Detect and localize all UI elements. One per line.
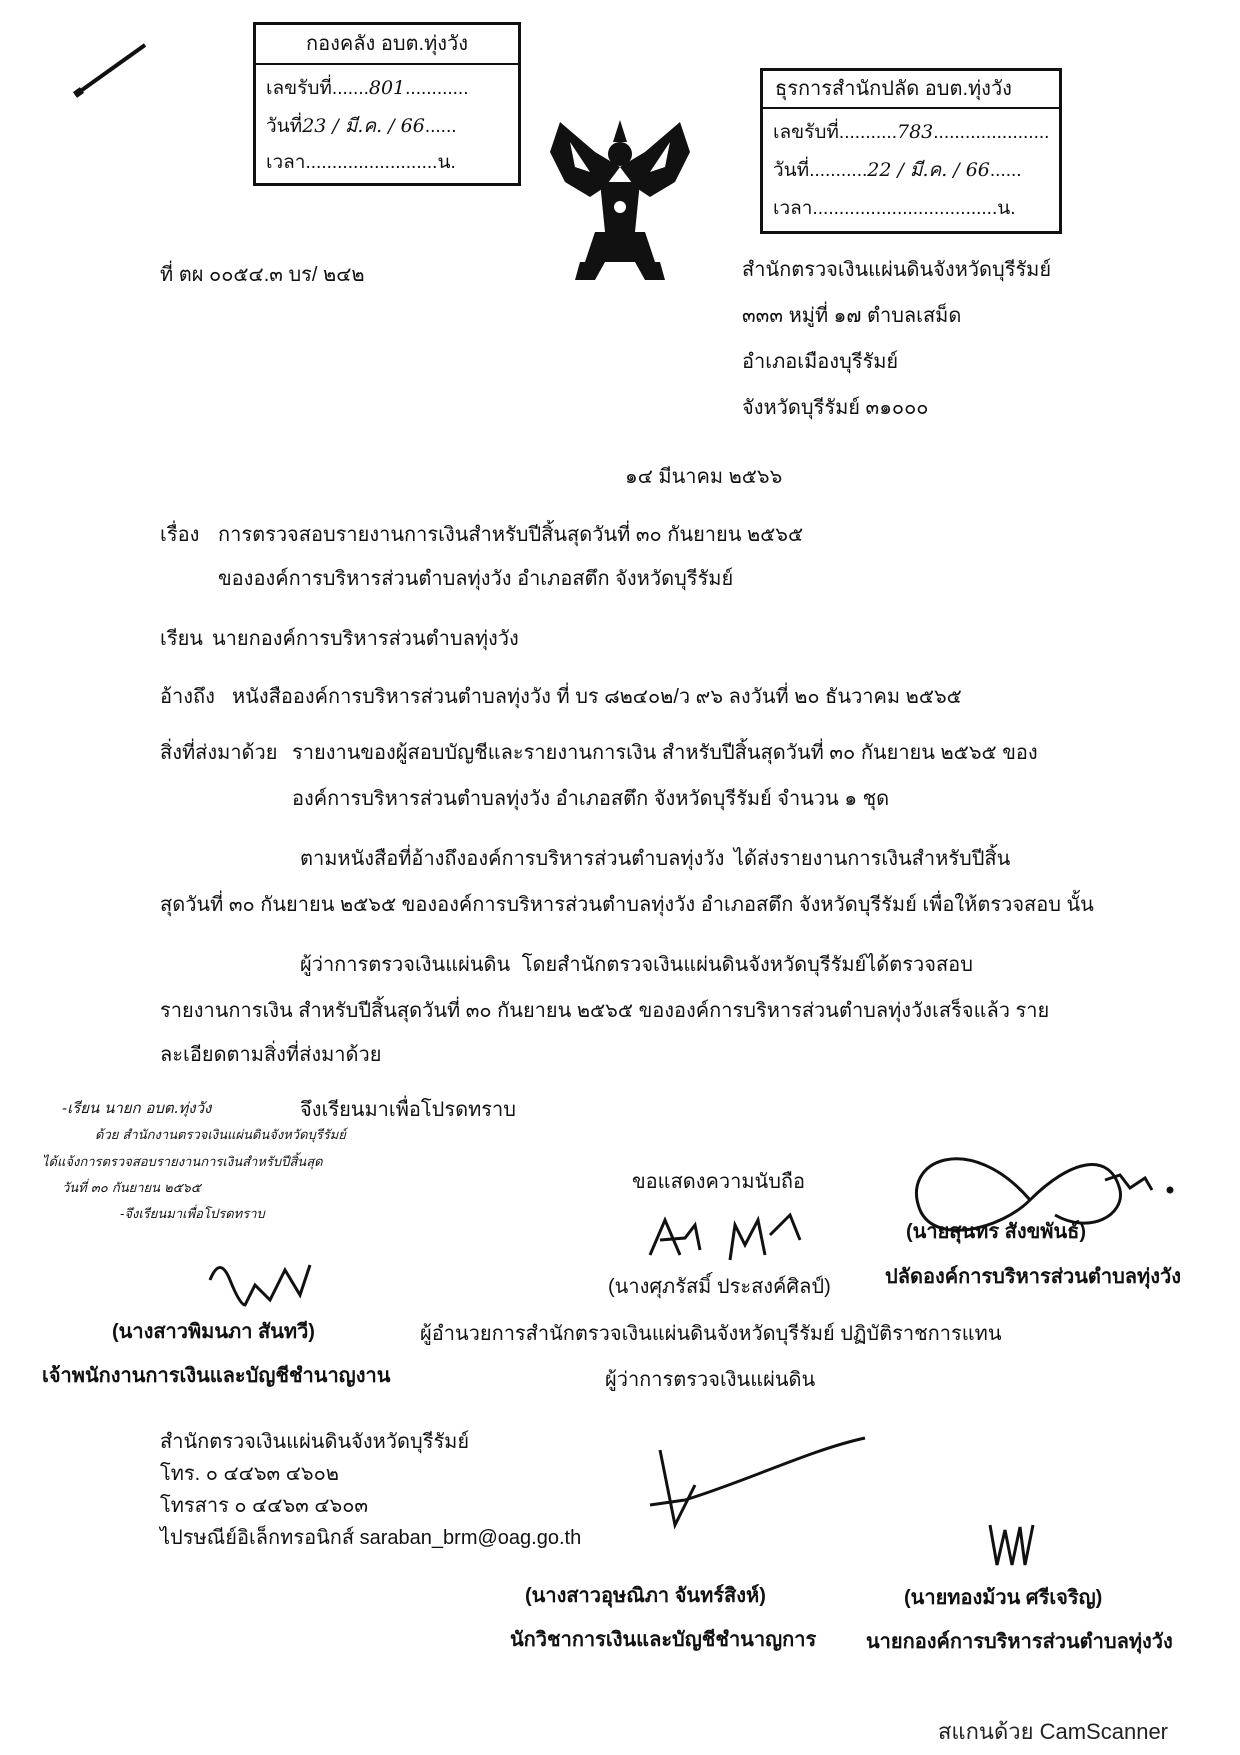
signer-name: (นายสุนทร สังขพันธ์) [906, 1221, 1087, 1243]
signature-main [640, 1200, 820, 1275]
stamp-time-suffix: น. [437, 152, 456, 173]
enclosure-line: รายงานของผู้สอบบัญชีและรายงานการเงิน สำหรับปีสิ้นสุดวันที่ ๓๐ กันยายน ๒๕๖๕ ของ [292, 742, 1038, 764]
signer-name: (นายทองม้วน ศรีเจริญ) [904, 1587, 1103, 1609]
signer-title: เจ้าพนักงานการเงินและบัญชีชำนาญงาน [42, 1365, 391, 1387]
signature-finance [640, 1430, 880, 1555]
stamp-title: กองคลัง อบต.ทุ่งวัง [256, 25, 518, 65]
enclosure-label: สิ่งที่ส่งมาด้วย [160, 742, 278, 764]
handwritten-note-line: ด้วย สำนักงานตรวจเงินแผ่นดินจังหวัดบุรีรัมย์ [95, 1128, 346, 1143]
subject-label: เรื่อง [160, 524, 200, 546]
stamp-receipt-label: เลขรับที่ [773, 122, 839, 143]
signer-title: ผู้อำนวยการสำนักตรวจเงินแผ่นดินจังหวัดบุรีรัมย์ ปฏิบัติราชการแทน [420, 1323, 1002, 1345]
stamp-date-row: วันที่...........22 / มี.ค. / 66...... [773, 159, 1022, 181]
subject-line: ขององค์การบริหารส่วนตำบลทุ่งวัง อำเภอสตึก จังหวัดบุรีรัมย์ [218, 568, 734, 590]
enclosure-line: องค์การบริหารส่วนตำบลทุ่งวัง อำเภอสตึก จังหวัดบุรีรัมย์ จำนวน ๑ ชุด [292, 788, 890, 810]
body-paragraph-line: ละเอียดตามสิ่งที่ส่งมาด้วย [160, 1044, 382, 1066]
recipient-label: เรียน [160, 628, 203, 650]
stamp-time-row: เวลา.........................น. [266, 152, 456, 173]
subject-line: การตรวจสอบรายงานการเงินสำหรับปีสิ้นสุดวันที่ ๓๐ กันยายน ๒๕๖๕ [218, 524, 804, 546]
stamp-time-label: เวลา [266, 152, 306, 173]
garuda-emblem-icon [535, 112, 705, 287]
handwritten-note-line: -จึงเรียนมาเพื่อโปรดทราบ [120, 1207, 265, 1222]
stamp-receipt-row: เลขรับที่.......801............ [266, 77, 469, 99]
stamp-receipt-label: เลขรับที่ [266, 78, 332, 99]
sender-address-line: จังหวัดบุรีรัมย์ ๓๑๐๐๐ [742, 397, 929, 419]
stamp-time-label: เวลา [773, 198, 813, 219]
contact-office: สำนักตรวจเงินแผ่นดินจังหวัดบุรีรัมย์ [160, 1431, 470, 1453]
body-paragraph-line: สุดวันที่ ๓๐ กันยายน ๒๕๖๕ ขององค์การบริหารส่วนตำบลทุ่งวัง อำเภอสตึก จังหวัดบุรีรัมย์ เพื่อให้ตรวจสอบ นั้น [160, 894, 1094, 916]
stamp-date-row: วันที่23 / มี.ค. / 66...... [266, 115, 457, 137]
reference-value: หนังสือองค์การบริหารส่วนตำบลทุ่งวัง ที่ บร ๘๒๔๐๒/ว ๙๖ ลงวันที่ ๒๐ ธันวาคม ๒๕๖๕ [232, 686, 962, 708]
sender-address-line: อำเภอเมืองบุรีรัมย์ [742, 351, 899, 373]
courtesy-phrase: ขอแสดงความนับถือ [632, 1171, 806, 1193]
recipient-value: นายกองค์การบริหารส่วนตำบลทุ่งวัง [212, 628, 519, 650]
sender-address-line: สำนักตรวจเงินแผ่นดินจังหวัดบุรีรัมย์ [742, 259, 1052, 281]
signer-name: (นางสาวอุษณิภา จันทร์สิงห์) [525, 1585, 766, 1607]
letter-date: ๑๔ มีนาคม ๒๕๖๖ [625, 466, 783, 488]
stamp-receipt-row: เลขรับที่...........783...................... [773, 121, 1050, 143]
scanner-watermark: สแกนด้วย CamScanner [938, 1719, 1169, 1744]
signer-name: (นางศุภรัสมิ์ ประสงค์ศิลป์) [608, 1276, 831, 1298]
sender-address-line: ๓๓๓ หมู่ที่ ๑๗ ตำบลเสม็ด [742, 305, 962, 327]
stamp-title: ธุรการสำนักปลัด อบต.ทุ่งวัง [763, 71, 1059, 109]
stamp-date-value: 23 / มี.ค. / 66 [302, 115, 425, 137]
handwritten-note-line: วันที่ ๓๐ กันยายน ๒๕๖๕ [62, 1181, 201, 1196]
signer-name: (นางสาวพิมนภา สันทวี) [112, 1321, 315, 1343]
signer-title: นายกองค์การบริหารส่วนตำบลทุ่งวัง [866, 1631, 1173, 1653]
contact-fax: โทรสาร ๐ ๔๔๖๓ ๔๖๐๓ [160, 1495, 369, 1517]
reference-label: อ้างถึง [160, 686, 215, 708]
body-paragraph-line: ผู้ว่าการตรวจเงินแผ่นดิน โดยสำนักตรวจเงินแผ่นดินจังหวัดบุรีรัมย์ได้ตรวจสอบ [300, 954, 973, 976]
stamp-date-value: 22 / มี.ค. / 66 [867, 159, 990, 181]
document-number: ที่ ตผ ๐๐๕๔.๓ บร/ ๒๔๒ [160, 264, 365, 286]
contact-phone: โทร. ๐ ๔๔๖๓ ๔๖๐๒ [160, 1463, 339, 1485]
body-paragraph-line: รายงานการเงิน สำหรับปีสิ้นสุดวันที่ ๓๐ กันยายน ๒๕๖๕ ขององค์การบริหารส่วนตำบลทุ่งวังเสร็จแล้ว ราย [160, 1000, 1050, 1022]
stamp-receipt-value: 801 [368, 77, 406, 99]
signature-clerk [200, 1250, 320, 1325]
handwritten-note-line: -เรียน นายก อบต.ทุ่งวัง [62, 1099, 212, 1117]
stamp-time-row: เวลา...................................น. [773, 198, 1016, 219]
signer-title: ปลัดองค์การบริหารส่วนตำบลทุ่งวัง [885, 1266, 1181, 1288]
pen-mark-icon [70, 40, 150, 105]
closing-line: จึงเรียนมาเพื่อโปรดทราบ [300, 1099, 516, 1121]
signer-title: ผู้ว่าการตรวจเงินแผ่นดิน [605, 1369, 816, 1391]
stamp-receipt-value: 783 [897, 121, 934, 143]
stamp-time-suffix: น. [997, 198, 1016, 219]
contact-email: ไปรษณีย์อิเล็กทรอนิกส์ saraban_brm@oag.go.th [160, 1527, 582, 1549]
stamp-date-label: วันที่ [773, 160, 810, 181]
signature-mayor [985, 1515, 1045, 1580]
receipt-stamp-finance [253, 22, 521, 186]
handwritten-note-line: ได้แจ้งการตรวจสอบรายงานการเงินสำหรับปีสิ้นสุด [42, 1155, 323, 1170]
signer-title: นักวิชาการเงินและบัญชีชำนาญการ [510, 1629, 817, 1651]
body-paragraph-line: ตามหนังสือที่อ้างถึงองค์การบริหารส่วนตำบลทุ่งวัง ได้ส่งรายงานการเงินสำหรับปีสิ้น [300, 848, 1011, 870]
stamp-date-label: วันที่ [266, 116, 303, 137]
receipt-stamp-admin [760, 68, 1062, 234]
